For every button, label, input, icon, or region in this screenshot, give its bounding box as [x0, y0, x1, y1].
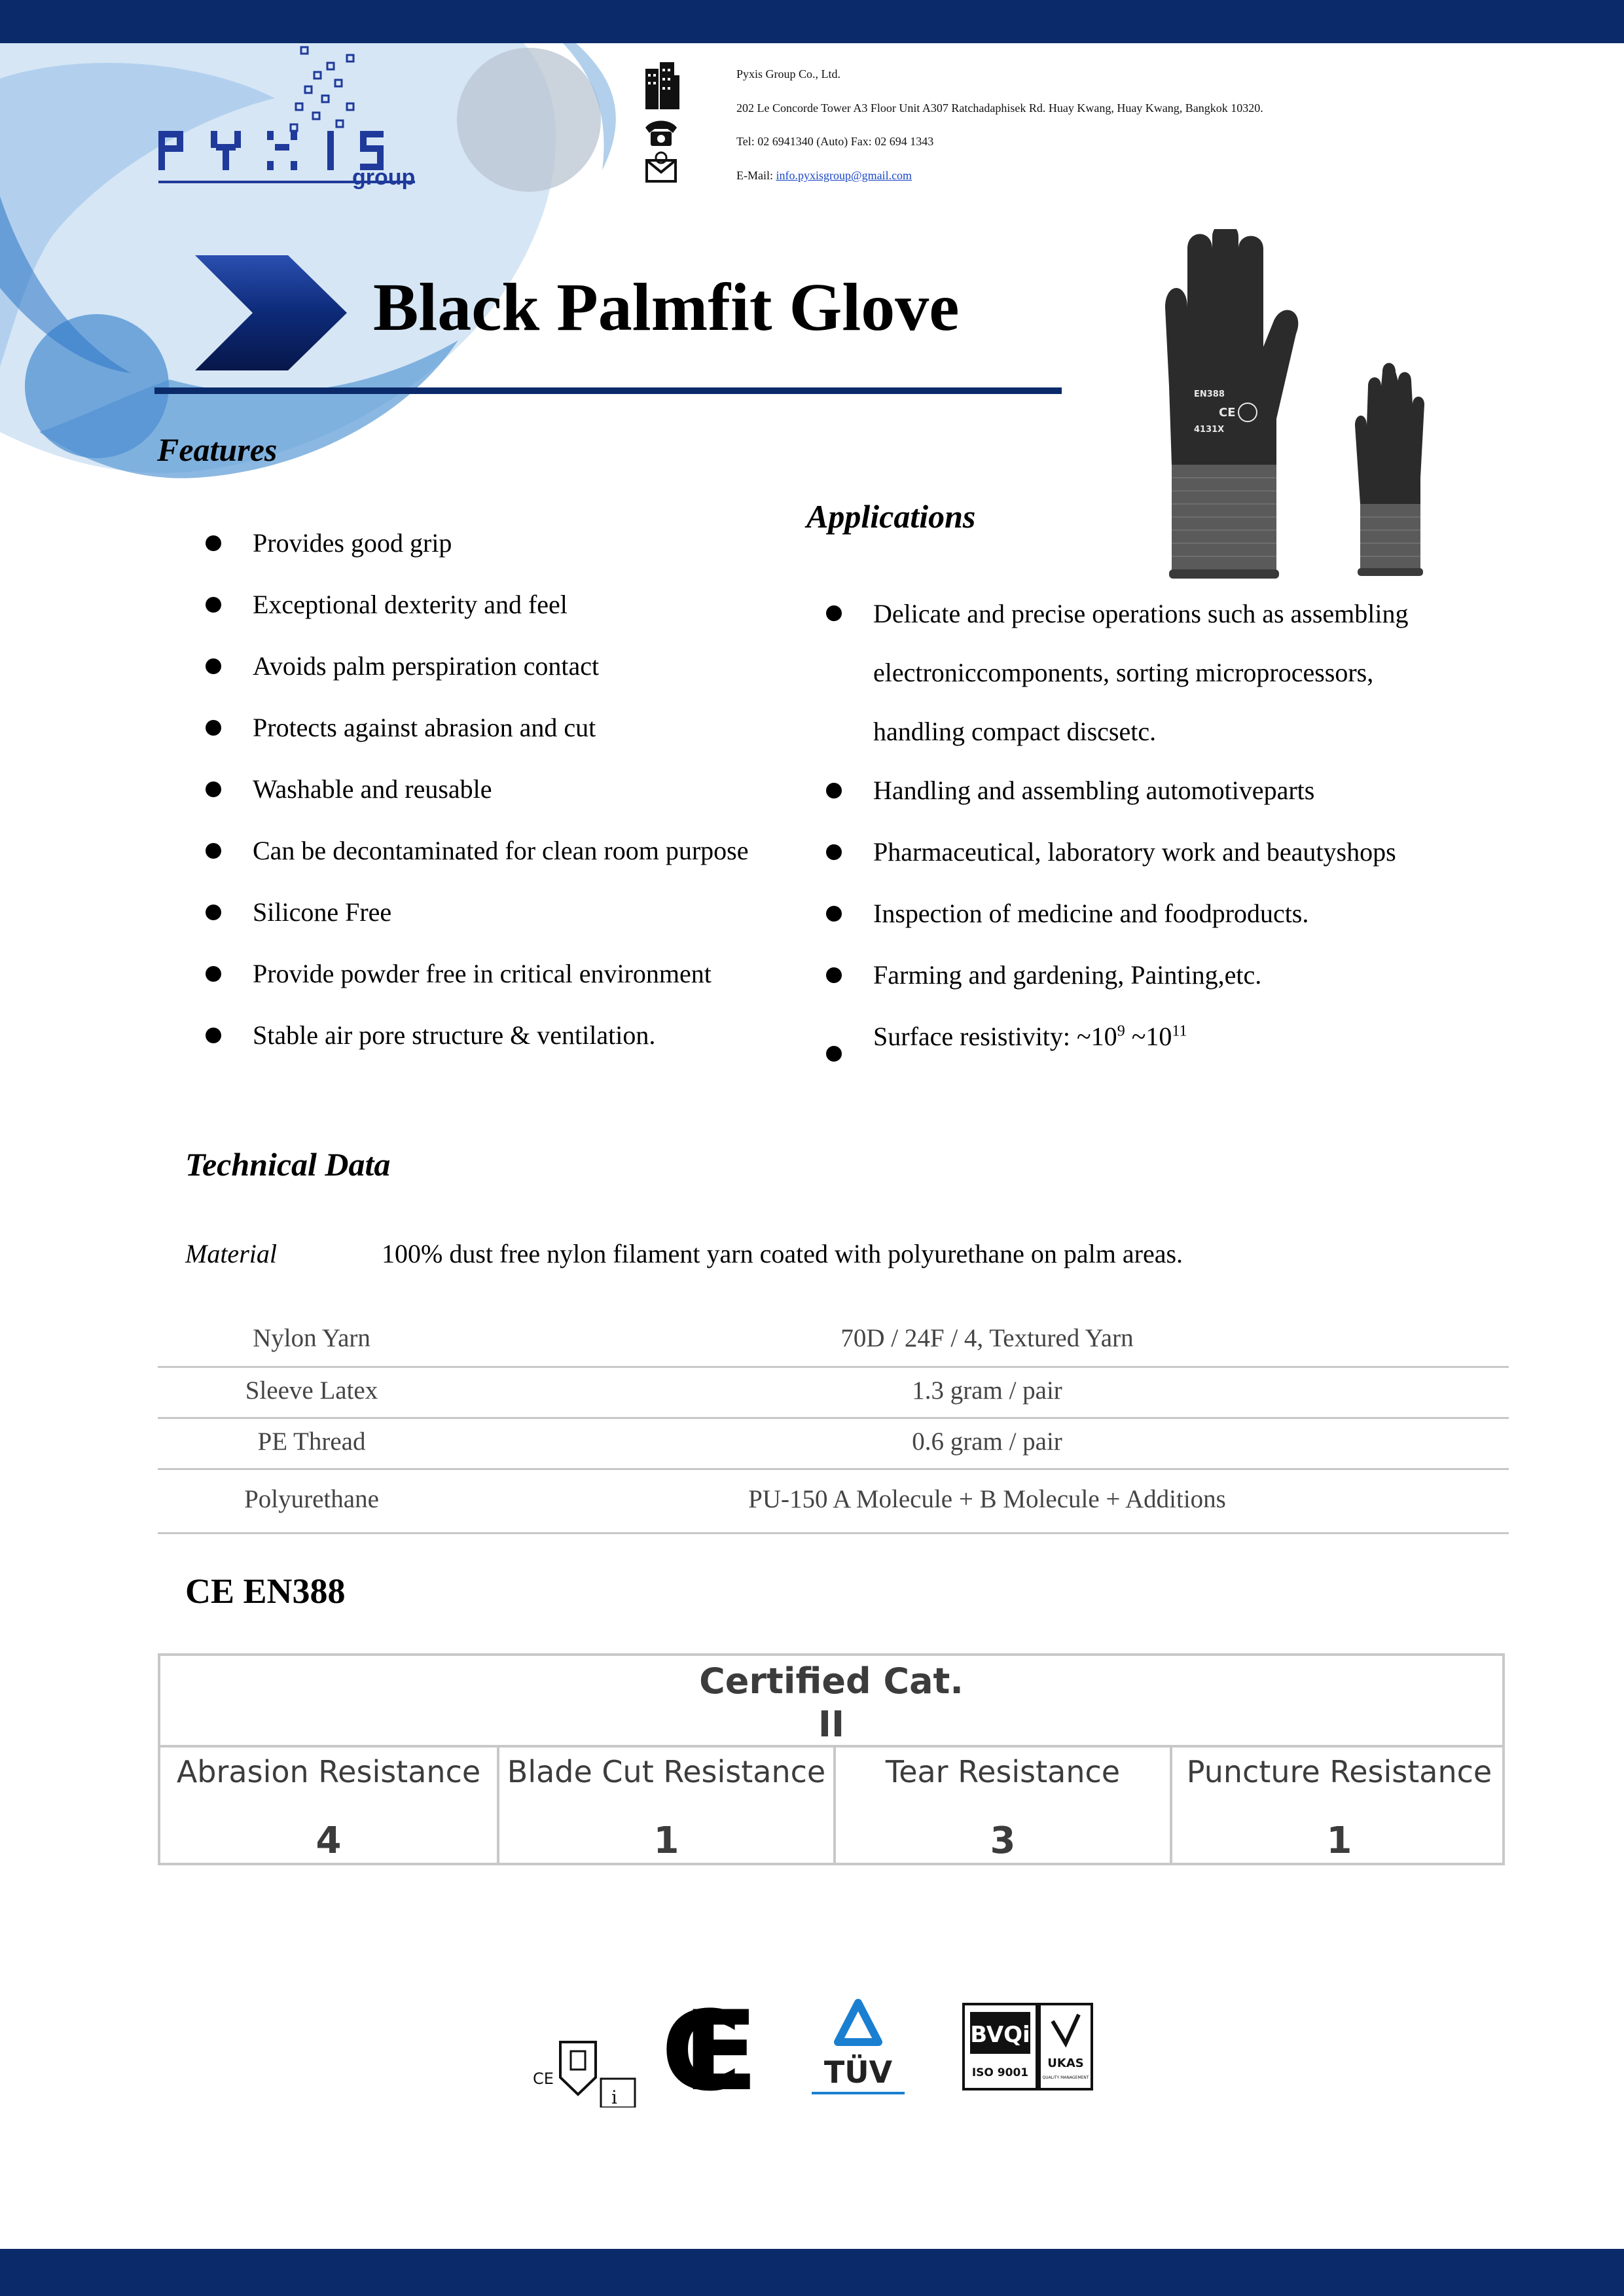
spec-value: 0.6 gram / pair	[912, 1427, 1062, 1456]
cert-label: Blade Cut Resistance	[507, 1754, 826, 1789]
svg-text:QUALITY MANAGEMENT: QUALITY MANAGEMENT	[1042, 2075, 1089, 2080]
logo-subtext: group	[352, 165, 416, 190]
company-name: Pyxis Group Co., Ltd.	[736, 67, 841, 81]
resistivity-exponent-min: 9	[1117, 1022, 1125, 1040]
spec-name: Polyurethane	[244, 1485, 379, 1513]
glove-large	[1165, 229, 1298, 579]
technical-heading: Technical Data	[185, 1146, 391, 1183]
ce-en388-heading: CE EN388	[185, 1571, 346, 1611]
building-icon	[645, 62, 679, 109]
company-phone: Tel: 02 6941340 (Auto) Fax: 02 694 1343	[736, 135, 934, 148]
feature-item: Avoids palm perspiration contact	[253, 651, 600, 681]
cert-cell-tear	[833, 1748, 1170, 1863]
svg-text:CE: CE	[1219, 406, 1236, 420]
certified-cat-level: II	[818, 1704, 845, 1745]
company-address: 202 Le Concorde Tower A3 Floor Unit A307 Ratchadaphisek Rd. Huay Kwang, Huay Kwang, Bangkok 10320.	[736, 101, 1263, 115]
cert-cell-blade-cut	[497, 1748, 833, 1863]
spec-divider	[158, 1468, 1509, 1470]
company-email-line	[736, 169, 912, 183]
spec-name: PE Thread	[257, 1427, 366, 1456]
title-underline	[154, 387, 1062, 394]
bullet-dot	[826, 906, 842, 922]
bullet-dot	[206, 966, 221, 982]
svg-text:BVQi: BVQi	[970, 2022, 1030, 2048]
spec-value: 1.3 gram / pair	[912, 1376, 1062, 1405]
feature-item: Provides good grip	[253, 528, 452, 558]
spec-name: Nylon Yarn	[253, 1324, 370, 1352]
cert-value: 1	[653, 1820, 679, 1862]
application-item: Inspection of medicine and foodproducts.	[873, 899, 1309, 928]
bullet-dot	[826, 1046, 842, 1062]
glove-small	[1355, 363, 1424, 577]
application-item: Farming and gardening, Painting,etc.	[873, 960, 1262, 990]
resistivity-exponent-max: 11	[1172, 1022, 1187, 1040]
applications-heading: Applications	[806, 498, 976, 535]
bullet-dot	[826, 967, 842, 983]
bullet-dot	[206, 597, 221, 613]
bullet-dot	[206, 535, 221, 551]
svg-text:CE: CE	[533, 2070, 554, 2088]
email-link[interactable]: info.pyxisgroup@gmail.com	[776, 169, 912, 182]
features-heading: Features	[157, 431, 278, 468]
product-title: Black Palmfit Glove	[373, 270, 960, 345]
bottom-bar	[0, 2249, 1624, 2296]
bullet-dot	[826, 783, 842, 798]
ce-mark-icon	[661, 1998, 759, 2102]
glove-print-code: 4131X	[1194, 425, 1225, 435]
bullet-dot	[206, 658, 221, 674]
bullet-dot	[206, 843, 221, 859]
feature-item: Silicone Free	[253, 897, 392, 927]
cert-value: 3	[990, 1820, 1016, 1862]
bullet-dot	[206, 905, 221, 920]
feature-item: Washable and reusable	[253, 774, 492, 804]
surface-resistivity: Surface resistivity: $\sim 10^9$ $\sim 10^{11}$	[873, 1022, 1187, 1051]
contact-icons	[641, 62, 681, 187]
mail-icon	[647, 152, 676, 181]
feature-item: Can be decontaminated for clean room purpose	[253, 836, 749, 865]
chevron-arrow-icon	[195, 255, 347, 370]
glove-product-image	[1139, 229, 1479, 596]
cert-value: 4	[316, 1820, 342, 1862]
email-label: E-Mail:	[736, 169, 773, 182]
feature-item: Exceptional dexterity and feel	[253, 590, 568, 619]
application-item-cont: electroniccomponents, sorting microprocessors,	[873, 658, 1374, 687]
bullet-dot	[826, 605, 842, 621]
bullet-dot	[826, 844, 842, 860]
tuv-logo-icon	[809, 1996, 907, 2101]
svg-text:TÜV: TÜV	[823, 2054, 893, 2090]
application-item: Delicate and precise operations such as assembling	[873, 599, 1409, 628]
spec-value: 70D / 24F / 4, Textured Yarn	[840, 1324, 1134, 1352]
certified-cat-header	[160, 1656, 1502, 1748]
certification-table	[158, 1653, 1505, 1865]
spec-name: Sleeve Latex	[245, 1376, 378, 1405]
feature-item: Provide powder free in critical environment	[253, 959, 712, 988]
bvqi-ukas-iso-icon	[962, 2003, 1093, 2092]
spec-divider	[158, 1532, 1509, 1534]
feature-item: Stable air pore structure & ventilation.	[253, 1020, 656, 1050]
svg-text:UKAS: UKAS	[1047, 2056, 1084, 2070]
bullet-dot	[206, 1028, 221, 1043]
application-item: Pharmaceutical, laboratory work and beautyshops	[873, 837, 1396, 867]
application-item-cont: handling compact discsetc.	[873, 717, 1157, 746]
application-item: Handling and assembling automotiveparts	[873, 776, 1315, 805]
cert-label: Abrasion Resistance	[176, 1754, 481, 1789]
svg-text:CE: CE	[661, 1998, 758, 2102]
bullet-dot	[206, 720, 221, 736]
cert-label: Tear Resistance	[885, 1754, 1121, 1789]
en388-pictogram-icon	[530, 2022, 674, 2108]
svg-text:i: i	[611, 2087, 617, 2108]
svg-text:ISO 9001: ISO 9001	[971, 2066, 1029, 2079]
material-label: Material	[185, 1239, 277, 1268]
spec-divider	[158, 1417, 1509, 1419]
cert-cell-puncture	[1170, 1748, 1506, 1863]
spec-value: PU-150 A Molecule + B Molecule + Additions	[748, 1485, 1226, 1513]
feature-item: Protects against abrasion and cut	[253, 713, 596, 742]
phone-icon	[645, 121, 677, 147]
glove-print-std: EN388	[1194, 389, 1225, 399]
cert-value: 1	[1326, 1820, 1352, 1862]
certified-cat-title: Certified Cat.	[699, 1660, 964, 1702]
cert-label: Puncture Resistance	[1186, 1754, 1492, 1789]
bullet-dot	[206, 781, 221, 797]
material-text: 100% dust free nylon filament yarn coated with polyurethane on palm areas.	[382, 1239, 1183, 1268]
spec-divider	[158, 1366, 1509, 1368]
cert-cell-abrasion	[160, 1748, 497, 1863]
